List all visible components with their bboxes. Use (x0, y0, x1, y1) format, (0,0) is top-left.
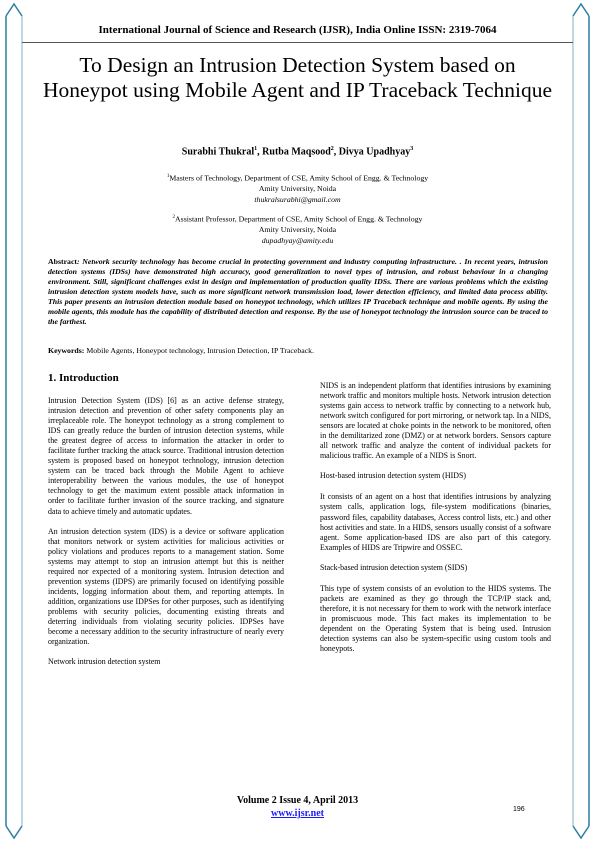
paragraph: An intrusion detection system (IDS) is a device or software application that monitors network or system activities for malicious activities or policy violations and produces reports to a management station. Some systems may attempt to stop an intrusion attempt but this is neither required nor expected of a monitoring system. Intrusion detection and prevention systems (IDPS) are primarily focused on identifying possible incidents, logging information about them, and reporting attempts. In addition, organizations use IDPSes for other purposes, such as identifying problems with security policies, documenting existing threats and deterring individuals from violating security policies. IDPSes have become a necessary addition to the security infrastructure of nearly every organization. (48, 526, 284, 647)
affiliation-dept: Assistant Professor, Department of CSE, Amity School of Engg. & Technology (175, 214, 423, 224)
left-column (48, 396, 284, 677)
page-number: 196 (513, 806, 525, 813)
author-name: Divya Upadhyay (338, 146, 411, 158)
affiliation-sup: 1 (166, 174, 170, 179)
paragraph: This type of system consists of an evolution to the HIDS systems. The packets are examined as they go through the TCP/IP stack and, therefore, it is not necessary for them to work with the network interface in promiscuous mode. This fact makes its implementation to be dependent on the Operating System that is being used. Intrusion detection systems can also be system-specific using custom tools and honeypots. (320, 583, 551, 654)
paragraph: Network intrusion detection system (48, 657, 161, 667)
subheading: Stack-based intrusion detection system (SIDS) (320, 562, 468, 572)
keywords-label: Keywords: (48, 346, 85, 355)
paragraph: NIDS is an independent platform that identifies intrusions by examining network traffic and monitors multiple hosts. Network intrusion detection systems gain access to network traffic by connecting to a network hub, network switch configured for port mirroring, or network tap. In a NIDS, sensors are located at choke points in the network to be monitored, often in the demilitarized zone (DMZ) or at network borders. Sensors capture all network traffic and analyze the content of individual packets for malicious traffic. An example of a NIDS is Snort. (320, 381, 551, 461)
author-sup: 3 (410, 146, 414, 152)
header-divider (22, 42, 573, 43)
footer-volume: Volume 2 Issue 4, April 2013 (236, 795, 359, 806)
journal-header: International Journal of Science and Research (IJSR), India Online ISSN: 2319-7064 (98, 24, 497, 36)
affiliation-email[interactable]: dupadhyay@amity.edu (261, 235, 334, 245)
affiliation-university: Amity University, Noida (258, 184, 337, 194)
abstract-label: Abstract (48, 257, 78, 266)
affiliation-email[interactable]: thukralsurabhi@gmail.com (254, 194, 341, 204)
author-list (0, 146, 595, 157)
affiliation-dept: Masters of Technology, Department of CSE, Amity School of Engg. & Technology (169, 173, 429, 183)
paragraph: Intrusion Detection System (IDS) [6] as an active defense strategy, intrusion detection and prevention of other safety components play an irreplaceable role. The honeypot technology as a strong complement to IDS can greatly reduce the burden of intrusion detection systems, while the greatest degree of access to information the attacker in order to facilitate further tracking the attack source. Traditional intrusion detection system is proposed based on honeypot technology, intrusion detection system can be traced back through the Mobile Agent to achieve interoperability between the various modules, the use of honeypot technology to get the maximum extent possible attack information in order to facilitate further invasion of the source tracking, and signature data to achieve timely and automatic updates. (48, 396, 284, 516)
author-sup: 2 (330, 146, 334, 152)
affiliation-1 (0, 172, 595, 205)
right-column (320, 381, 551, 664)
section-heading-introduction: 1. Introduction (48, 372, 119, 384)
footer-link[interactable]: www.ijsr.net (271, 808, 324, 819)
abstract (48, 257, 548, 327)
affiliation-university: Amity University, Noida (258, 225, 337, 235)
author-separator: , (333, 146, 339, 158)
subheading: Host-based intrusion detection system (HIDS) (320, 471, 466, 481)
keywords (48, 346, 548, 356)
paragraph: It consists of an agent on a host that identifies intrusions by analyzing system calls, application logs, file-system modifications (binaries, password files, capability databases, Access control lists, etc.) and other host activities and state. In a HIDS, sensors usually consist of a software agent. Some application-based IDS are also part of this category. Examples of HIDS are Tripwire and OSSEC. (320, 492, 551, 552)
author-name: Rutba Maqsood (262, 146, 331, 158)
affiliation-sup: 2 (172, 215, 176, 220)
author-name: Surabhi Thukral (181, 146, 255, 158)
affiliation-2 (0, 213, 595, 246)
author-separator: , (257, 146, 263, 158)
author-sup: 1 (254, 146, 258, 152)
paper-title: To Design an Intrusion Detection System based on Honeypot using Mobile Agent and IP Traceback Technique (42, 53, 553, 102)
abstract-text: : Network security technology has become crucial in protecting government and industry computing infrastructure. . In recent years, intrusion detection systems (IDSs) have demonstrated high accuracy, good generalization to novel types of intrusion, and robust behaviour in a changing environment. Still, significant challenges exist in design and implementation of production quality IDSs. There are various problems which the existing intrusion detection system models have, such as more significant network transmission load, lower detection efficiency, and limited data process ability. This paper presents an intrusion detection module based on honeypot technology, which utilizes IP Traceback technique and mobile agents. By using the mobile agents, this module has the capability of distributed detection and response. By the use of honeypot technology the intrusion source can be traced to the farthest. (48, 257, 548, 326)
keywords-text: Mobile Agents, Honeypot technology, Intrusion Detection, IP Traceback. (84, 346, 314, 355)
